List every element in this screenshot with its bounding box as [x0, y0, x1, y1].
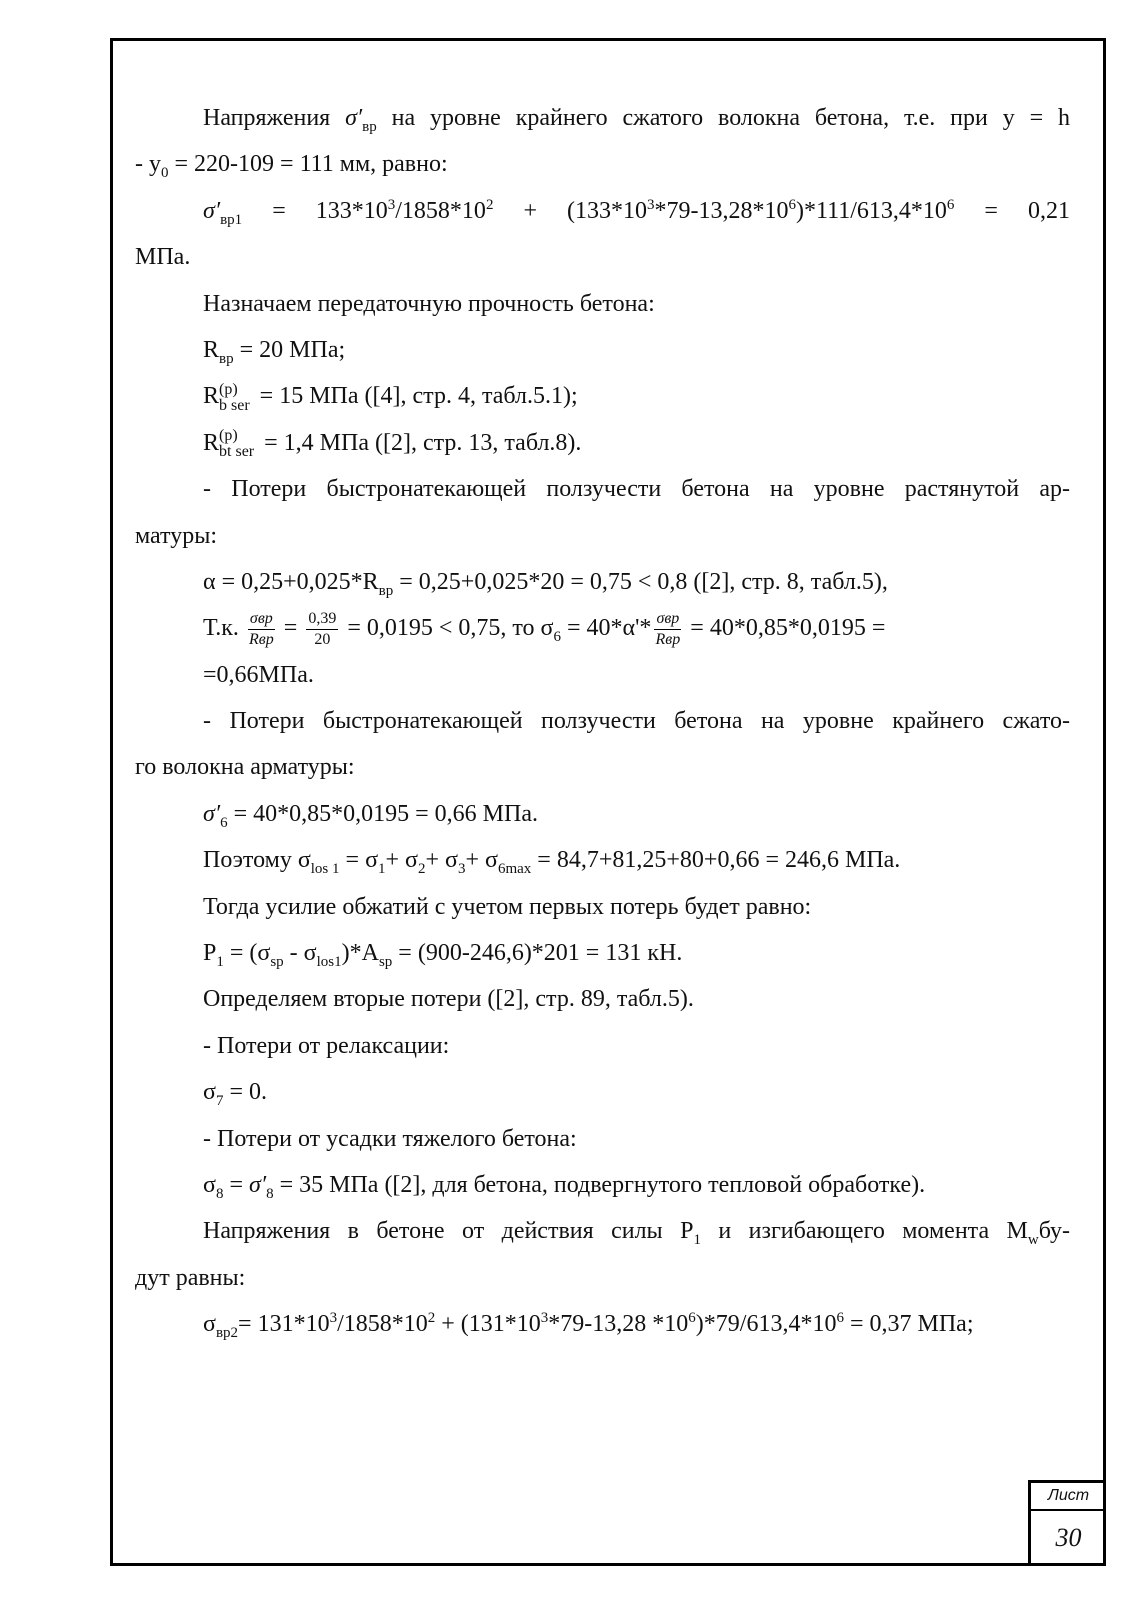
formula-line-8: R (p) bt ser = 1,4 МПа ([2], стр. 13, табл.8).	[203, 427, 582, 461]
text-line-2: - $y_0 = 220-109 = 111$ мм, равно:	[135, 151, 448, 182]
text-line-20: Определяем вторые потери ([2], стр. 89, табл.5).	[203, 986, 694, 1013]
formula-line-24: $\sigma_8 = \sigma'_8 = 35$ МПа ([2], для бетона, подвергнутого тепловой обработке).	[203, 1171, 926, 1202]
sheet-label: Лист	[1031, 1483, 1106, 1511]
fraction-1: $\frac{\text{σвр}}{\text{Rвр}}$	[248, 610, 274, 649]
formula-line-27: $\sigma_{вр2}= 131*10^3/1858*10^2 + (131*10^3*79-13,28$ $*10^6)*79/613,4*10^6 = 0,37$ МПа;	[203, 1310, 974, 1341]
text-line-13: =0,66МПа.	[203, 661, 314, 688]
formula-line-17: Поэтому $\sigma_{los 1} = \sigma_1+ \sigma_2+ \sigma_3+ \sigma_{6max} = 84,7+81,25+80+0,66 = 246,6$ МПа.	[203, 847, 901, 878]
text-line-25: Напряжения в бетоне от действия силы $P_1$ и изгибающего момента $M_wбу-$	[203, 1218, 1070, 1249]
text-line-1: Напряжения $\sigma'_{вр}$ на уровне крайнего сжатого волокна бетона, т.е. при y = h	[203, 105, 1070, 135]
formula-line-22: $\sigma_7 = 0$.	[203, 1079, 267, 1109]
text-line-23: - Потери от усадки тяжелого бетона:	[203, 1125, 577, 1152]
formula-line-19: $P_1 = (\sigma_{sp} - \sigma_{los1})*A_{sp} = (900-246,6)*201 = 131$ кН.	[203, 940, 683, 970]
formula-line-6: $R_{вр} = 20$ МПа;	[203, 336, 346, 367]
text-line-4: МПа.	[135, 244, 191, 271]
text-line-18: Тогда усилие обжатий с учетом первых потерь будет равно:	[203, 893, 812, 920]
fraction-2: $\frac{0,39}{20}$	[308, 610, 337, 649]
text-line-9: - Потери быстронатекающей ползучести бетона на уровне растянутой ар-	[203, 476, 1070, 503]
document-body	[135, 95, 1070, 1348]
formula-line-3: $\sigma'_{вр1} = 133*10^3/1858*10^2 + (133*10^3*79-13,28*10^6)*111/613,4*10^6 = 0,21$	[203, 196, 1070, 228]
text-line-5: Назначаем передаточную прочность бетона:	[203, 290, 655, 317]
text-line-26: дут равны:	[135, 1264, 246, 1291]
text-line-15: го волокна арматуры:	[135, 754, 355, 781]
formula-line-7: R (p) b ser = 15 МПа ([4], стр. 4, табл.5.1);	[203, 380, 578, 414]
text-line-21: - Потери от релаксации:	[203, 1032, 450, 1059]
text-line-10: матуры:	[135, 522, 218, 549]
sheet-number: 30	[1055, 1523, 1082, 1552]
formula-line-12: Т.к. $\frac{\text{σвр}}{\text{Rвр}}$ = $\frac{0,39}{20}$ = 0,0195 < 0,75, то $\sigma_6 = 40*\alpha'*$ $\frac{\text{σвр}}{\text{Rвр}}$ = 40*0,85*0,0195 =	[203, 610, 886, 649]
sheet-number-stamp	[1028, 1480, 1106, 1566]
formula-line-16: $\sigma'_6 = 40*0,85*0,0195 = 0,66$ МПа.	[203, 800, 538, 831]
fraction-3: $\frac{\text{σвр}}{\text{Rвр}}$	[655, 610, 681, 649]
formula-line-11: $\alpha = 0,25+0,025*R_{вр} = 0,25+0,025*20 = 0,75 < 0,8$ ([2], стр. 8, табл.5),	[203, 568, 888, 599]
text-line-14: - Потери быстронатекающей ползучести бетона на уровне крайнего сжато-	[203, 708, 1070, 735]
